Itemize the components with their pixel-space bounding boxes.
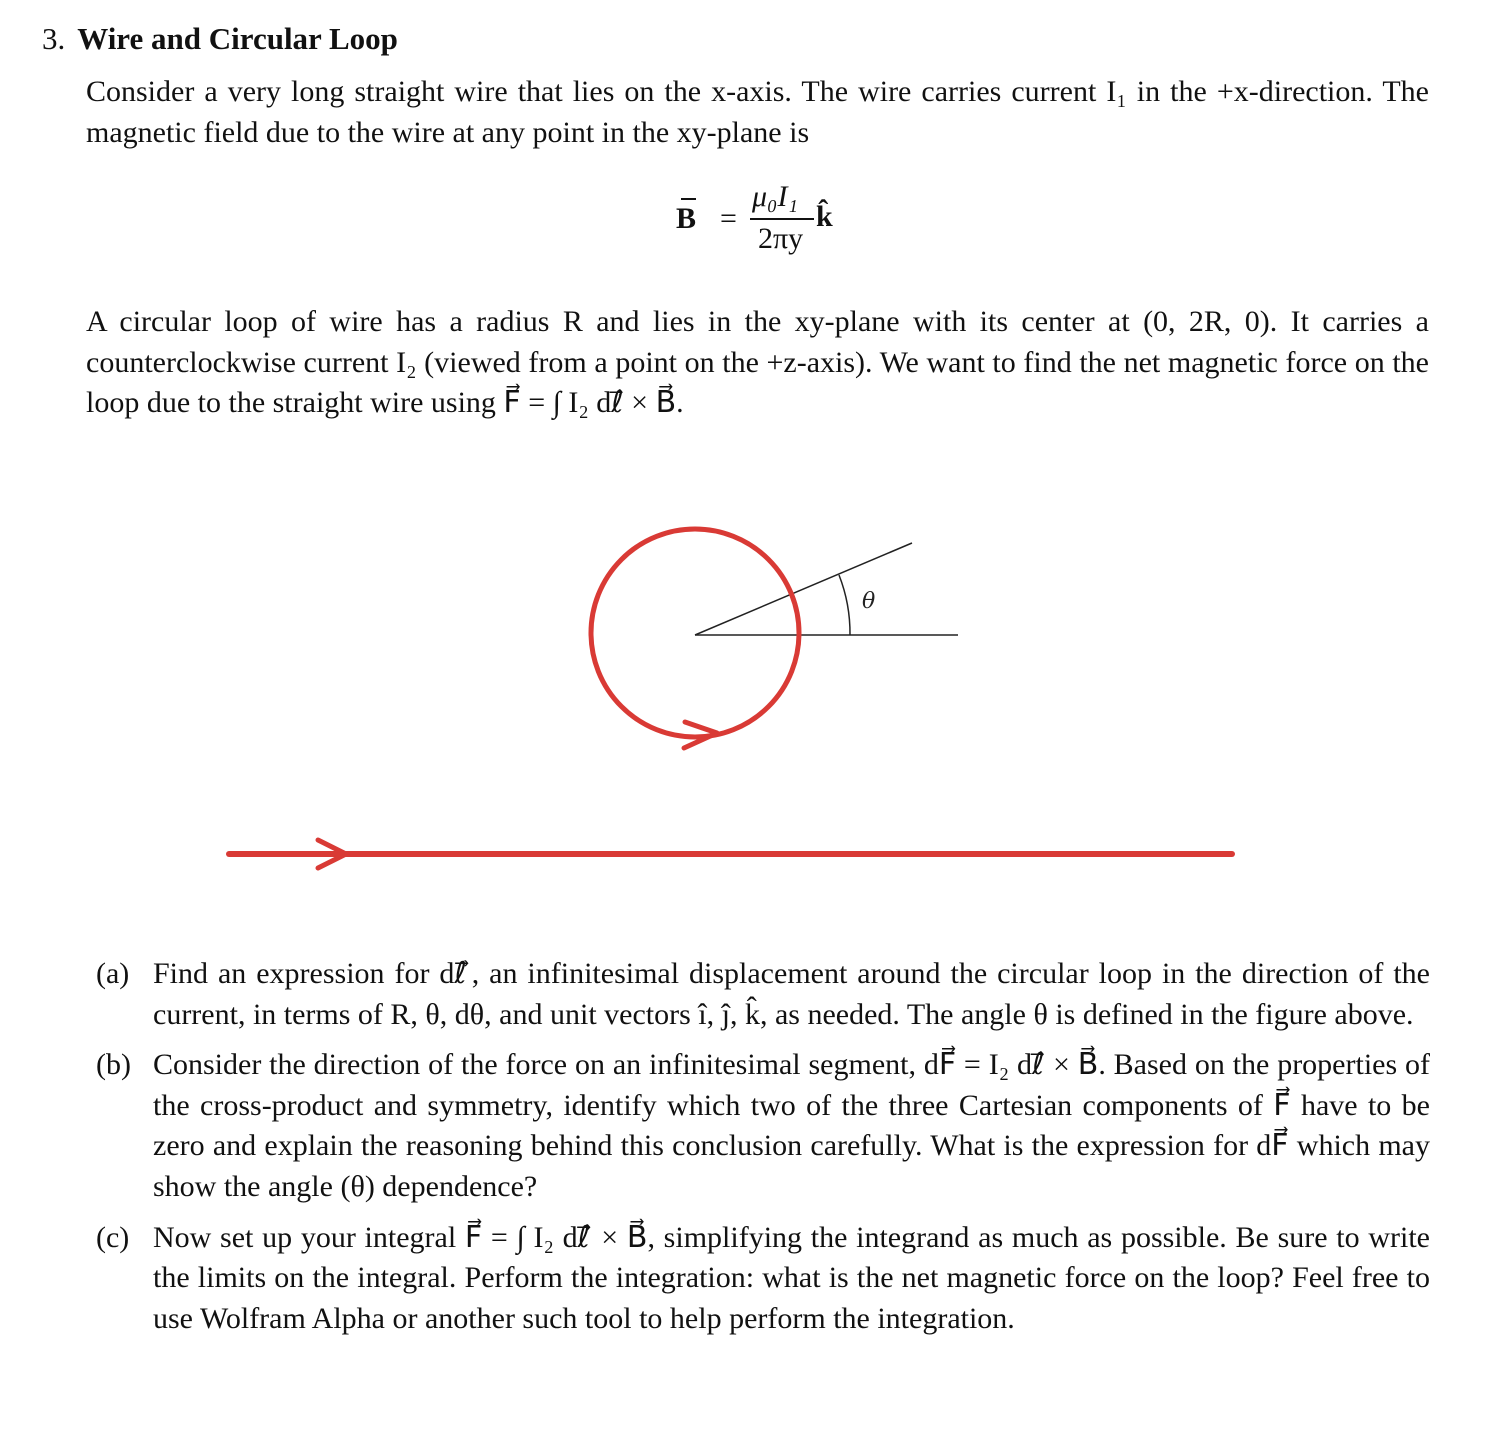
equation-equals: =	[720, 202, 737, 235]
intro-paragraph-2: A circular loop of wire has a radius R and lies in the xy-plane with its center at (0, 2R, 0). It carries a counterclockwise current I₂ (viewed from a point on the +z-axis). We want to find the net magnetic force on the loop due to the straight wire using F⃗ = ∫ I₂ dℓ⃗ × B⃗.	[86, 305, 1429, 419]
angle-label: θ	[862, 589, 876, 614]
part-c	[96, 1218, 1430, 1340]
part-b-label: (b)	[96, 1048, 131, 1082]
circular-loop	[591, 529, 799, 737]
part-b-text: Consider the direction of the force on an infinitesimal segment, dF⃗ = I₂ dℓ⃗ × B⃗. Based on the properties of the cross-product and symmetry, identify which two of the three Cartesian components of F⃗ have to be zero and explain the reasoning behind this conclusion carefully. What is the expression for dF⃗ which may show the angle (θ) dependence?	[153, 1048, 1430, 1203]
part-b	[96, 1045, 1430, 1207]
equation-numerator: μ₀I₁	[752, 180, 798, 213]
part-c-label: (c)	[96, 1220, 130, 1254]
angle-ray-line	[695, 543, 912, 635]
question-parts	[96, 954, 1430, 1339]
problem-title: Wire and Circular Loop	[77, 21, 398, 56]
equation-denominator: 2πy	[758, 222, 804, 255]
part-a	[96, 954, 1430, 1035]
equation-lhs: B	[676, 202, 697, 235]
equation-unit-vector: k̂	[816, 200, 833, 233]
problem-number: 3.	[42, 21, 66, 56]
part-a-label: (a)	[96, 957, 130, 990]
part-c-text: Now set up your integral F⃗ = ∫ I₂ dℓ⃗ × B⃗, simplifying the integrand as much as possible. Be sure to write the limits on the integral. Perform the integration: what is the net magnetic force on the loop? Feel free to use Wolfram Alpha or another such tool to help perform the integration.	[153, 1220, 1430, 1335]
part-a-text: Find an expression for dℓ⃗, an infinitesimal displacement around the circular loop in the direction of the current, in terms of R, θ, dθ, and unit vectors î, ĵ, k̂, as needed. The angle θ is defined in the figure above.	[153, 957, 1430, 1031]
angle-arc	[839, 575, 850, 635]
intro-paragraph-1: Consider a very long straight wire that lies on the x-axis. The wire carries current I₁ in the +x-direction. The magnetic field due to the wire at any point in the xy-plane is	[86, 75, 1429, 149]
